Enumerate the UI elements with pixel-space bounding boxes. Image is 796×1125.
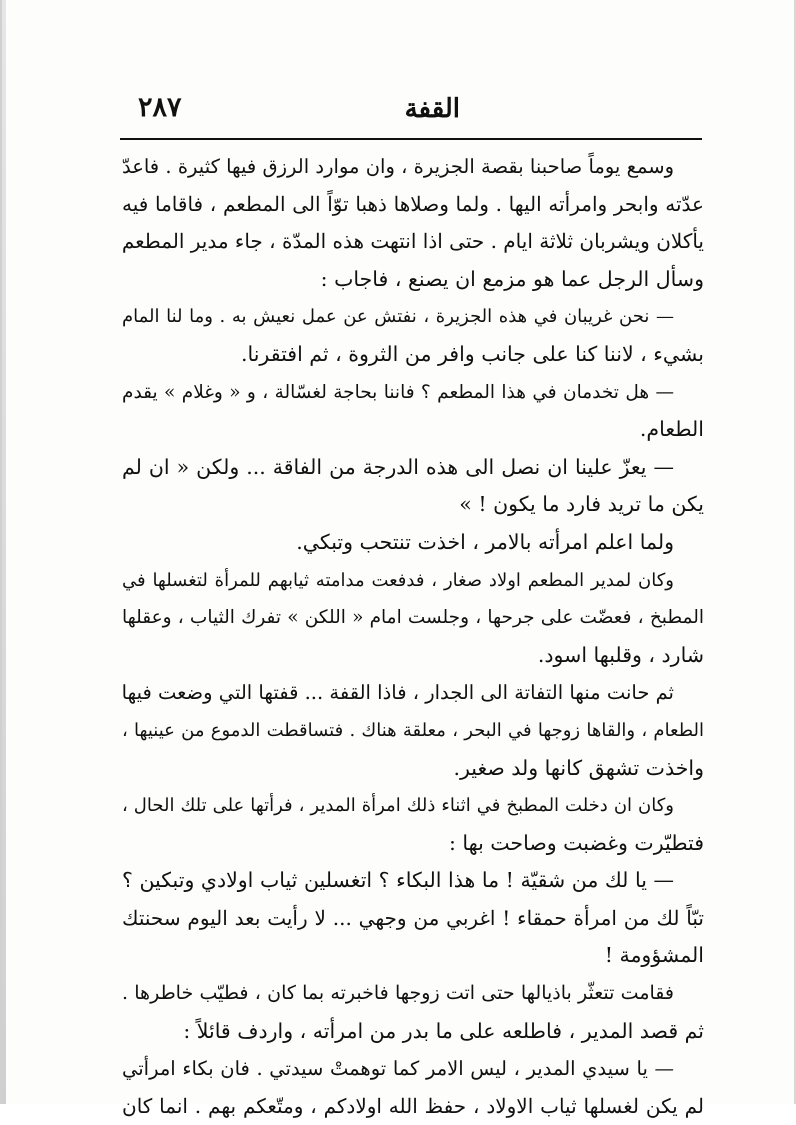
- text-line: — يا لك من شقيّة ! ما هذا البكاء ؟ اتغسلين ثياب اولادي وتبكين ؟: [122, 868, 674, 893]
- text-line: وسأل الرجل عما هو مزمع ان يصنع ، فاجاب :: [320, 266, 704, 291]
- text-line: ولما اعلم امرأته بالامر ، اخذت تنتحب وتبكي.: [296, 529, 674, 554]
- text-line: عدّته وابحر وامرأته اليها . ولما وصلاها ذهبا توّاً الى المطعم ، فاقاما فيه: [122, 191, 704, 216]
- text-line: بشيء ، لاننا كنا على جانب وافر من الثروة ، ثم افتقرنا.: [240, 341, 704, 366]
- text-line: المطبخ ، فعضّت على جرحها ، وجلست امام « اللكن » تفرك الثياب ، وعقلها: [122, 607, 704, 629]
- text-line: — نحن غريبان في هذه الجزيرة ، نفتش عن عمل نعيش به . وما لنا المام: [122, 306, 674, 328]
- text-line: فقامت تتعثّر باذيالها حتى اتت زوجها فاخبرته بما كان ، فطيّب خاطرها .: [122, 982, 674, 1005]
- text-line: ثم قصد المدير ، فاطلعه على ما بدر من امرأته ، واردف قائلاً :: [183, 1018, 704, 1043]
- text-line: المشؤومة !: [604, 943, 704, 968]
- text-line: — يعزّ علينا ان نصل الى هذه الدرجة من الفاقة ... ولكن « ان لم: [122, 454, 674, 479]
- text-line: شارد ، وقلبها اسود.: [537, 642, 704, 667]
- page-number: ٢٨٧: [138, 92, 182, 123]
- text-line: يأكلان ويشربان ثلاثة ايام . حتى اذا انتهت هذه المدّة ، جاء مدير المطعم: [122, 229, 704, 254]
- text-line: — يا سيدي المدير ، ليس الامر كما توهمتْ سيدتي . فان بكاء امرأتي: [122, 1057, 674, 1081]
- scan-edge-shadow: [2, 0, 6, 1104]
- text-line: ثم حانت منها التفاتة الى الجدار ، فاذا القفة ... قفتها التي وضعت فيها: [122, 681, 674, 705]
- text-line: لم يكن لغسلها ثياب الاولاد ، حفظ الله اولادكم ، ومتّعكم بهم . انما كان: [122, 1093, 704, 1118]
- text-line: — هل تخدمان في هذا المطعم ؟ فاننا بحاجة لغسّالة ، و « وغلام » يقدم: [122, 381, 674, 403]
- body-text: [122, 148, 704, 1125]
- header-rule: [120, 138, 702, 140]
- text-line: الطعام ، والقاها زوجها في البحر ، معلقة هناك . فتساقطت الدموع من عينيها ،: [122, 719, 704, 741]
- text-line: وسمع يوماً صاحبنا بقصة الجزيرة ، وان موارد الرزق فيها كثيرة . فاعدّ: [122, 155, 674, 178]
- running-title: القفة: [404, 94, 460, 124]
- text-line: واخذت تشهق كانها ولد صغير.: [453, 755, 704, 780]
- text-line: يكن ما تريد فارد ما يكون ! »: [459, 492, 704, 517]
- text-line: الطعام.: [639, 417, 704, 442]
- text-line: وكان لمدير المطعم اولاد صغار ، فدفعت مدامته ثيابهم للمرأة لتغسلها في: [122, 569, 674, 591]
- text-line: وكان ان دخلت المطبخ في اثناء ذلك امرأة المدير ، فرأتها على تلك الحال ،: [122, 795, 674, 817]
- text-line: فتطيّرت وغضبت وصاحت بها :: [448, 830, 704, 855]
- text-line: تبّاً لك من امرأة حمقاء ! اغربي من وجهي ... لا رأيت بعد اليوم سحنتك: [122, 905, 704, 930]
- page-header: [120, 86, 700, 126]
